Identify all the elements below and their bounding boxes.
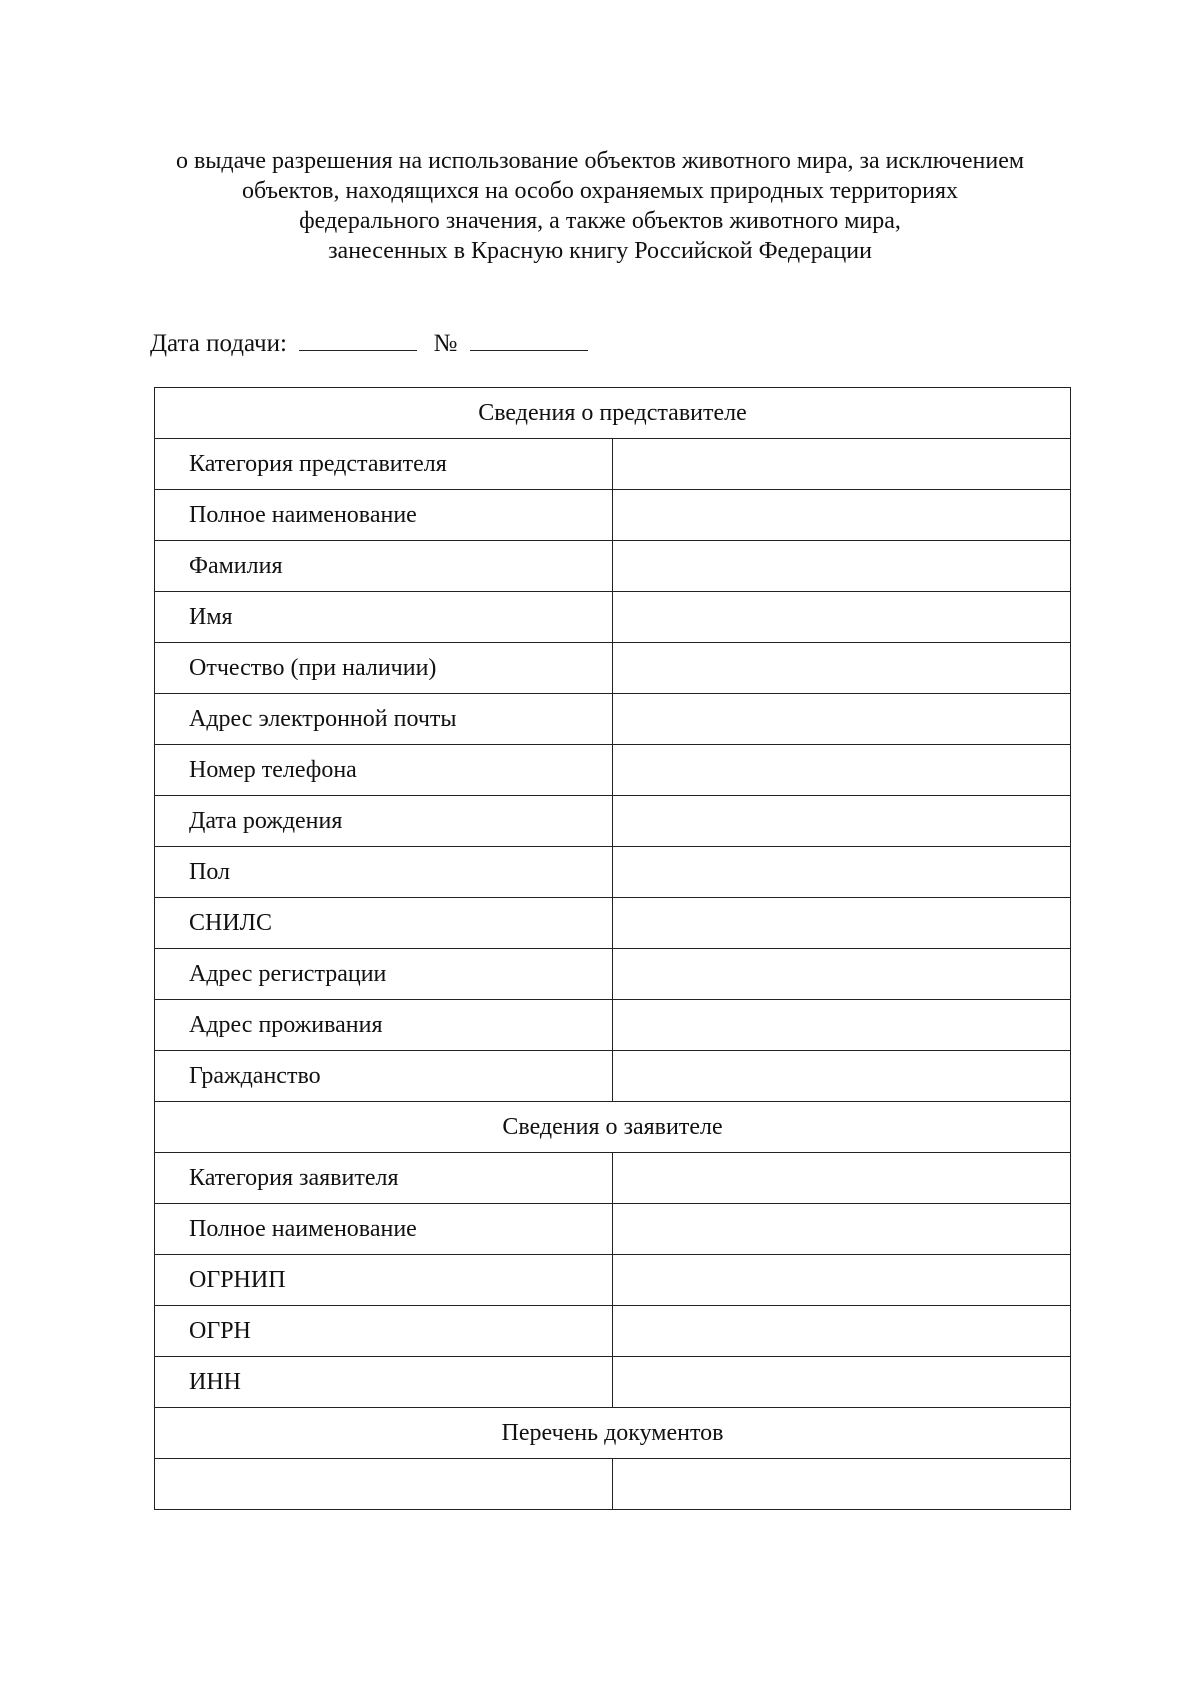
table-row	[155, 643, 1071, 694]
field-value-cell[interactable]	[613, 898, 1071, 949]
table-row	[155, 1000, 1071, 1051]
field-value-cell[interactable]	[613, 643, 1071, 694]
date-blank-field[interactable]	[299, 328, 417, 351]
application-form-table	[154, 387, 1071, 1510]
table-row	[155, 541, 1071, 592]
field-value-cell[interactable]	[613, 1000, 1071, 1051]
field-label: Отчество (при наличии)	[155, 643, 613, 694]
section-header-row	[155, 388, 1071, 439]
field-value-cell[interactable]	[613, 694, 1071, 745]
table-row	[155, 796, 1071, 847]
title-line: занесенных в Красную книгу Российской Федерации	[328, 238, 872, 264]
table-row	[155, 1153, 1071, 1204]
field-value-cell[interactable]	[613, 1306, 1071, 1357]
title-line: федерального значения, а также объектов животного мира,	[299, 208, 901, 234]
field-value-cell[interactable]	[613, 541, 1071, 592]
section-header-row	[155, 1102, 1071, 1153]
field-label: Гражданство	[155, 1051, 613, 1102]
field-label: ОГРН	[155, 1306, 613, 1357]
table-row	[155, 847, 1071, 898]
table-row	[155, 694, 1071, 745]
field-label: Фамилия	[155, 541, 613, 592]
field-label: Пол	[155, 847, 613, 898]
field-label: СНИЛС	[155, 898, 613, 949]
field-label: Дата рождения	[155, 796, 613, 847]
table-row	[155, 1306, 1071, 1357]
number-label: №	[433, 330, 458, 357]
table-row	[155, 439, 1071, 490]
section-header-applicant: Сведения о заявителе	[155, 1102, 1071, 1153]
field-value-cell[interactable]	[613, 439, 1071, 490]
table-row	[155, 745, 1071, 796]
field-value-cell[interactable]	[613, 490, 1071, 541]
field-value-cell[interactable]	[613, 1204, 1071, 1255]
table-row	[155, 1051, 1071, 1102]
table-row	[155, 949, 1071, 1000]
field-label: Адрес регистрации	[155, 949, 613, 1000]
document-cell[interactable]	[155, 1459, 613, 1510]
document-cell[interactable]	[613, 1459, 1071, 1510]
field-value-cell[interactable]	[613, 949, 1071, 1000]
field-value-cell[interactable]	[613, 796, 1071, 847]
title-line: объектов, находящихся на особо охраняемых природных территориях	[241, 178, 959, 204]
field-label: Полное наименование	[155, 490, 613, 541]
field-value-cell[interactable]	[613, 1153, 1071, 1204]
document-title	[100, 146, 1100, 266]
field-value-cell[interactable]	[613, 592, 1071, 643]
section-header-documents: Перечень документов	[155, 1408, 1071, 1459]
section-header-representative: Сведения о представителе	[155, 388, 1071, 439]
table-row	[155, 592, 1071, 643]
date-label: Дата подачи:	[150, 330, 287, 357]
field-label: Номер телефона	[155, 745, 613, 796]
field-label: Адрес проживания	[155, 1000, 613, 1051]
submission-date-line	[150, 328, 588, 359]
field-label: Полное наименование	[155, 1204, 613, 1255]
section-header-row	[155, 1408, 1071, 1459]
field-label: Адрес электронной почты	[155, 694, 613, 745]
title-line: о выдаче разрешения на использование объектов животного мира, за исключением	[175, 148, 1025, 174]
field-value-cell[interactable]	[613, 1051, 1071, 1102]
field-label: ИНН	[155, 1357, 613, 1408]
field-label: Категория заявителя	[155, 1153, 613, 1204]
table-row	[155, 1204, 1071, 1255]
table-row	[155, 1459, 1071, 1510]
field-label: Имя	[155, 592, 613, 643]
table-row	[155, 1357, 1071, 1408]
field-value-cell[interactable]	[613, 1357, 1071, 1408]
field-label: Категория представителя	[155, 439, 613, 490]
field-value-cell[interactable]	[613, 745, 1071, 796]
field-label: ОГРНИП	[155, 1255, 613, 1306]
table-row	[155, 898, 1071, 949]
field-value-cell[interactable]	[613, 1255, 1071, 1306]
table-row	[155, 1255, 1071, 1306]
table-row	[155, 490, 1071, 541]
number-blank-field[interactable]	[470, 328, 588, 351]
field-value-cell[interactable]	[613, 847, 1071, 898]
